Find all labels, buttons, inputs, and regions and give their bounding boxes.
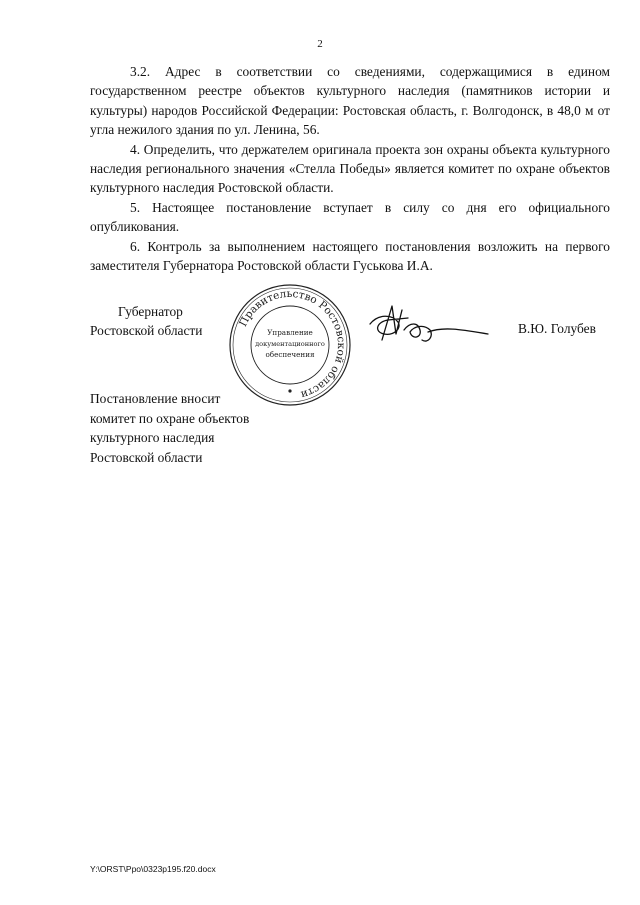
introducer-line1: Постановление вносит (90, 391, 221, 406)
document-body (90, 62, 610, 275)
handwritten-signature (364, 300, 494, 360)
introducer-line4: Ростовской области (90, 449, 203, 465)
file-path-footer: Y:\ORST\Ppo\0323p195.f20.docx (90, 864, 216, 874)
paragraph-5: 5. Настоящее постановление вступает в силу со дня его официального опубликования. (90, 199, 610, 235)
introducer-line2: комитет по охране объектов (90, 410, 250, 426)
seal-center-line2: документационного (255, 340, 325, 348)
signatory-title-line1: Губернатор (118, 304, 183, 319)
paragraph-3-2: 3.2. Адрес в соответствии со сведениями, содержащимися в едином государственном реестре объектов культурного наследия (памятников истории и культуры) народов Российской Федерации: Ростовская область, г. Волгодонск, в 48,0 м от угла нежилого здания по ул. Ленина, 56. (90, 64, 610, 138)
seal-center-line1: Управление (267, 328, 313, 337)
page-number: 2 (317, 38, 323, 50)
introducer-block (90, 389, 249, 467)
signatory-title-line2: Ростовской области (90, 323, 203, 338)
introducer-line3: культурного наследия (90, 430, 215, 445)
seal-ring-text: Правительство Ростовской области (237, 287, 348, 401)
seal-center-line3: обеспечения (265, 350, 315, 359)
signatory-name: В.Ю. Голубев (518, 321, 596, 336)
signatory-title (90, 302, 202, 340)
paragraph-4: 4. Определить, что держателем оригинала проекта зон охраны объекта культурного наследия регионального значения «Стелла Победы» является комитет по охране объектов культурного наследия Ростовской области. (90, 141, 610, 196)
paragraph-6: 6. Контроль за выполнением настоящего постановления возложить на первого заместителя Губернатора Ростовской области Гуськова И.А. (90, 238, 610, 274)
